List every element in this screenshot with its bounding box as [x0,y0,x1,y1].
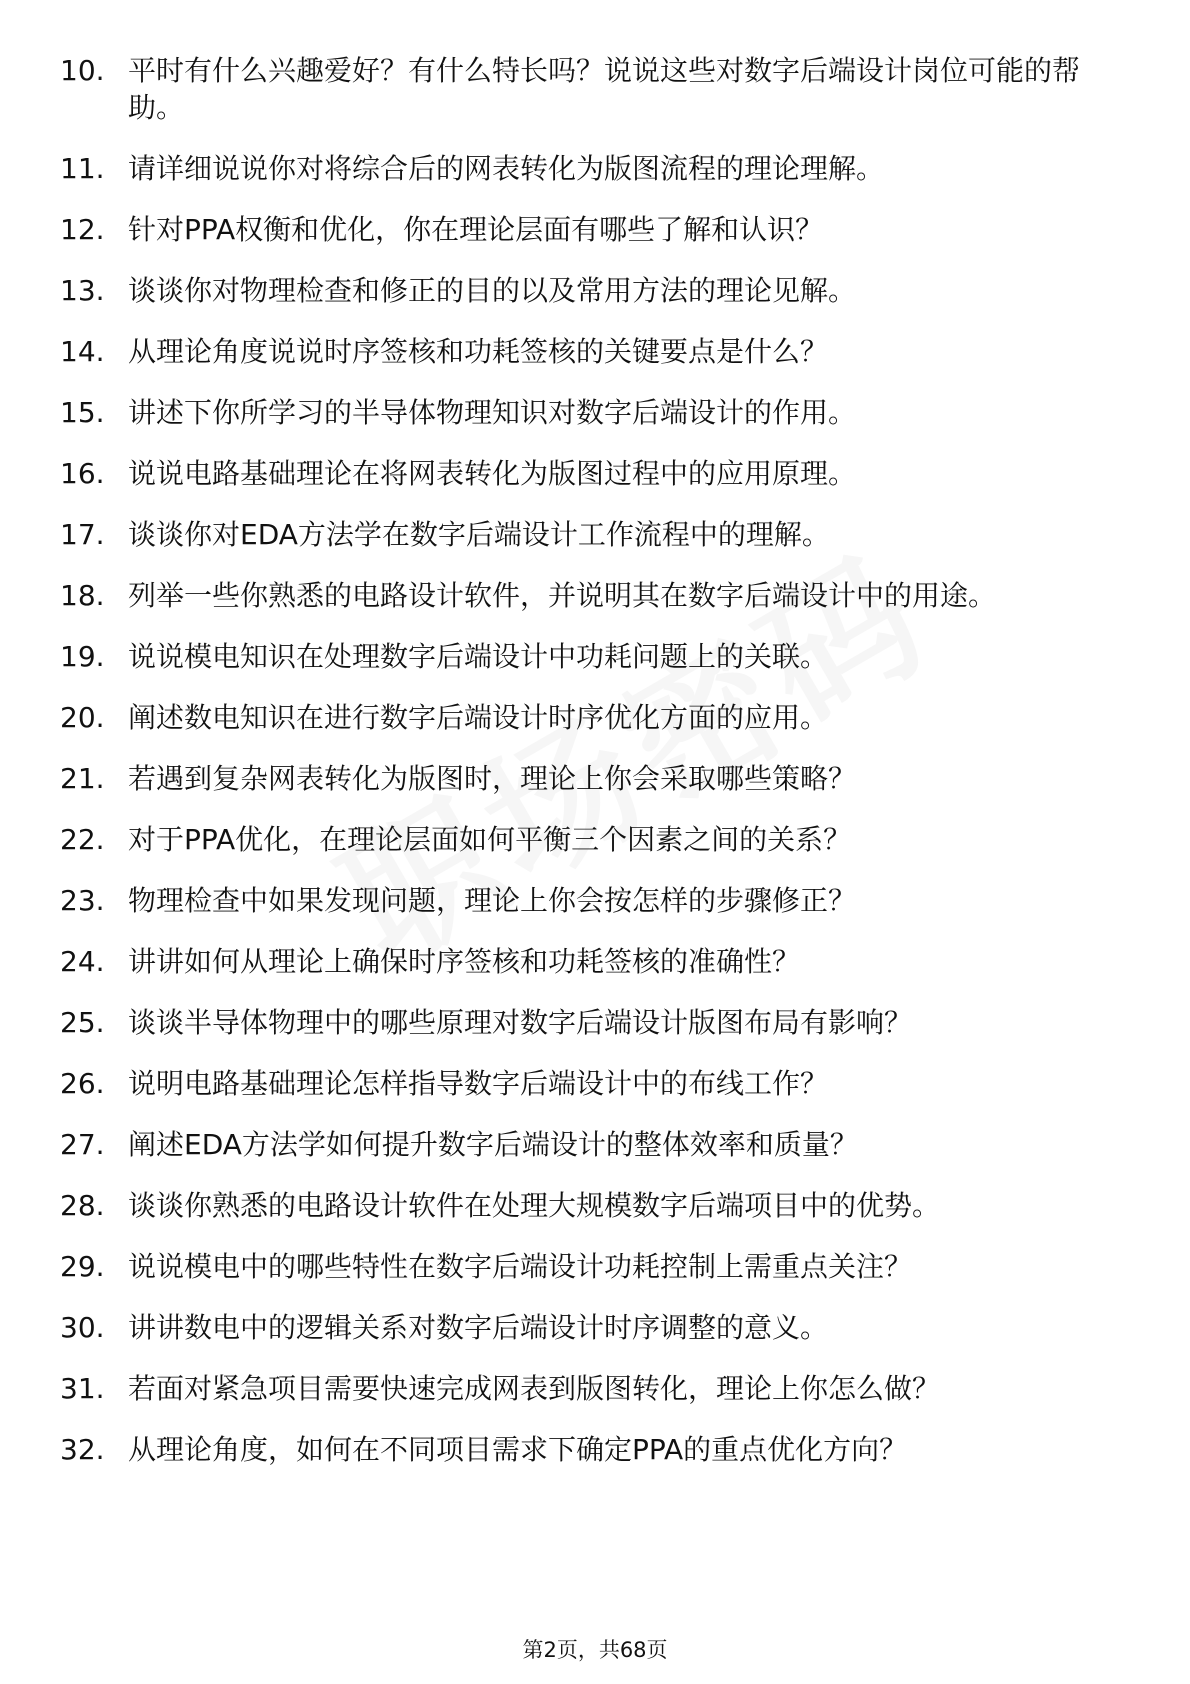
item-text: 若面对紧急项目需要快速完成网表到版图转化，理论上你怎么做？ [128,1372,941,1405]
list-item [0,699,1190,736]
item-number: 28. [60,1189,105,1222]
list-item [0,1431,1190,1468]
list-item [0,1248,1190,1285]
list-item [0,1187,1190,1224]
item-text: 对于PPA优化，在理论层面如何平衡三个因素之间的关系？ [128,823,852,856]
item-number: 22. [60,823,105,856]
list-item [0,821,1190,858]
item-text: 讲讲如何从理论上确保时序签核和功耗签核的准确性？ [128,945,801,978]
list-item [0,333,1190,370]
item-text: 物理检查中如果发现问题，理论上你会按怎样的步骤修正？ [128,884,857,917]
item-text: 说明电路基础理论怎样指导数字后端设计中的布线工作？ [128,1067,829,1100]
item-text: 谈谈半导体物理中的哪些原理对数字后端设计版图布局有影响？ [128,1006,913,1039]
list-item [0,272,1190,309]
item-text: 列举一些你熟悉的电路设计软件，并说明其在数字后端设计中的用途。 [128,579,997,612]
item-number: 19. [60,640,105,673]
item-text: 平时有什么兴趣爱好？有什么特长吗？说说这些对数字后端设计岗位可能的帮助。 [128,54,1081,124]
list-item [0,577,1190,614]
item-text: 若遇到复杂网表转化为版图时，理论上你会采取哪些策略？ [128,762,857,795]
item-text: 说说电路基础理论在将网表转化为版图过程中的应用原理。 [128,457,857,490]
list-item [0,516,1190,553]
item-number: 14. [60,335,105,368]
item-text: 从理论角度，如何在不同项目需求下确定PPA的重点优化方向？ [128,1433,908,1466]
item-text: 讲讲数电中的逻辑关系对数字后端设计时序调整的意义。 [128,1311,829,1344]
list-item [0,1126,1190,1163]
item-number: 27. [60,1128,105,1161]
item-number: 25. [60,1006,105,1039]
item-text: 讲述下你所学习的半导体物理知识对数字后端设计的作用。 [128,396,857,429]
item-number: 29. [60,1250,105,1283]
list-item [0,52,1190,126]
item-number: 17. [60,518,105,551]
item-number: 12. [60,213,105,246]
list-item [0,1309,1190,1346]
item-number: 15. [60,396,105,429]
item-number: 26. [60,1067,105,1100]
list-item [0,1370,1190,1407]
item-text: 针对PPA权衡和优化，你在理论层面有哪些了解和认识？ [128,213,824,246]
item-number: 21. [60,762,105,795]
list-item [0,455,1190,492]
list-item [0,211,1190,248]
page-footer: 第2页，共68页 [522,1638,668,1662]
list-item [0,943,1190,980]
item-number: 16. [60,457,105,490]
list-item [0,394,1190,431]
question-list [0,52,1190,1492]
item-number: 30. [60,1311,105,1344]
item-number: 11. [60,152,105,185]
item-number: 20. [60,701,105,734]
list-item [0,150,1190,187]
list-item [0,760,1190,797]
list-item [0,882,1190,919]
item-text: 谈谈你对物理检查和修正的目的以及常用方法的理论见解。 [128,274,857,307]
item-number: 23. [60,884,105,917]
item-number: 13. [60,274,105,307]
item-text: 阐述数电知识在进行数字后端设计时序优化方面的应用。 [128,701,829,734]
list-item [0,1065,1190,1102]
item-text: 从理论角度说说时序签核和功耗签核的关键要点是什么？ [128,335,829,368]
list-item [0,1004,1190,1041]
item-text: 请详细说说你对将综合后的网表转化为版图流程的理论理解。 [128,152,885,185]
item-number: 32. [60,1433,105,1466]
item-number: 10. [60,54,105,87]
item-text: 阐述EDA方法学如何提升数字后端设计的整体效率和质量？ [128,1128,858,1161]
item-text: 说说模电中的哪些特性在数字后端设计功耗控制上需重点关注？ [128,1250,913,1283]
item-number: 31. [60,1372,105,1405]
item-number: 24. [60,945,105,978]
item-text: 谈谈你熟悉的电路设计软件在处理大规模数字后端项目中的优势。 [128,1189,941,1222]
item-text: 谈谈你对EDA方法学在数字后端设计工作流程中的理解。 [128,518,830,551]
list-item [0,638,1190,675]
item-number: 18. [60,579,105,612]
item-text: 说说模电知识在处理数字后端设计中功耗问题上的关联。 [128,640,829,673]
